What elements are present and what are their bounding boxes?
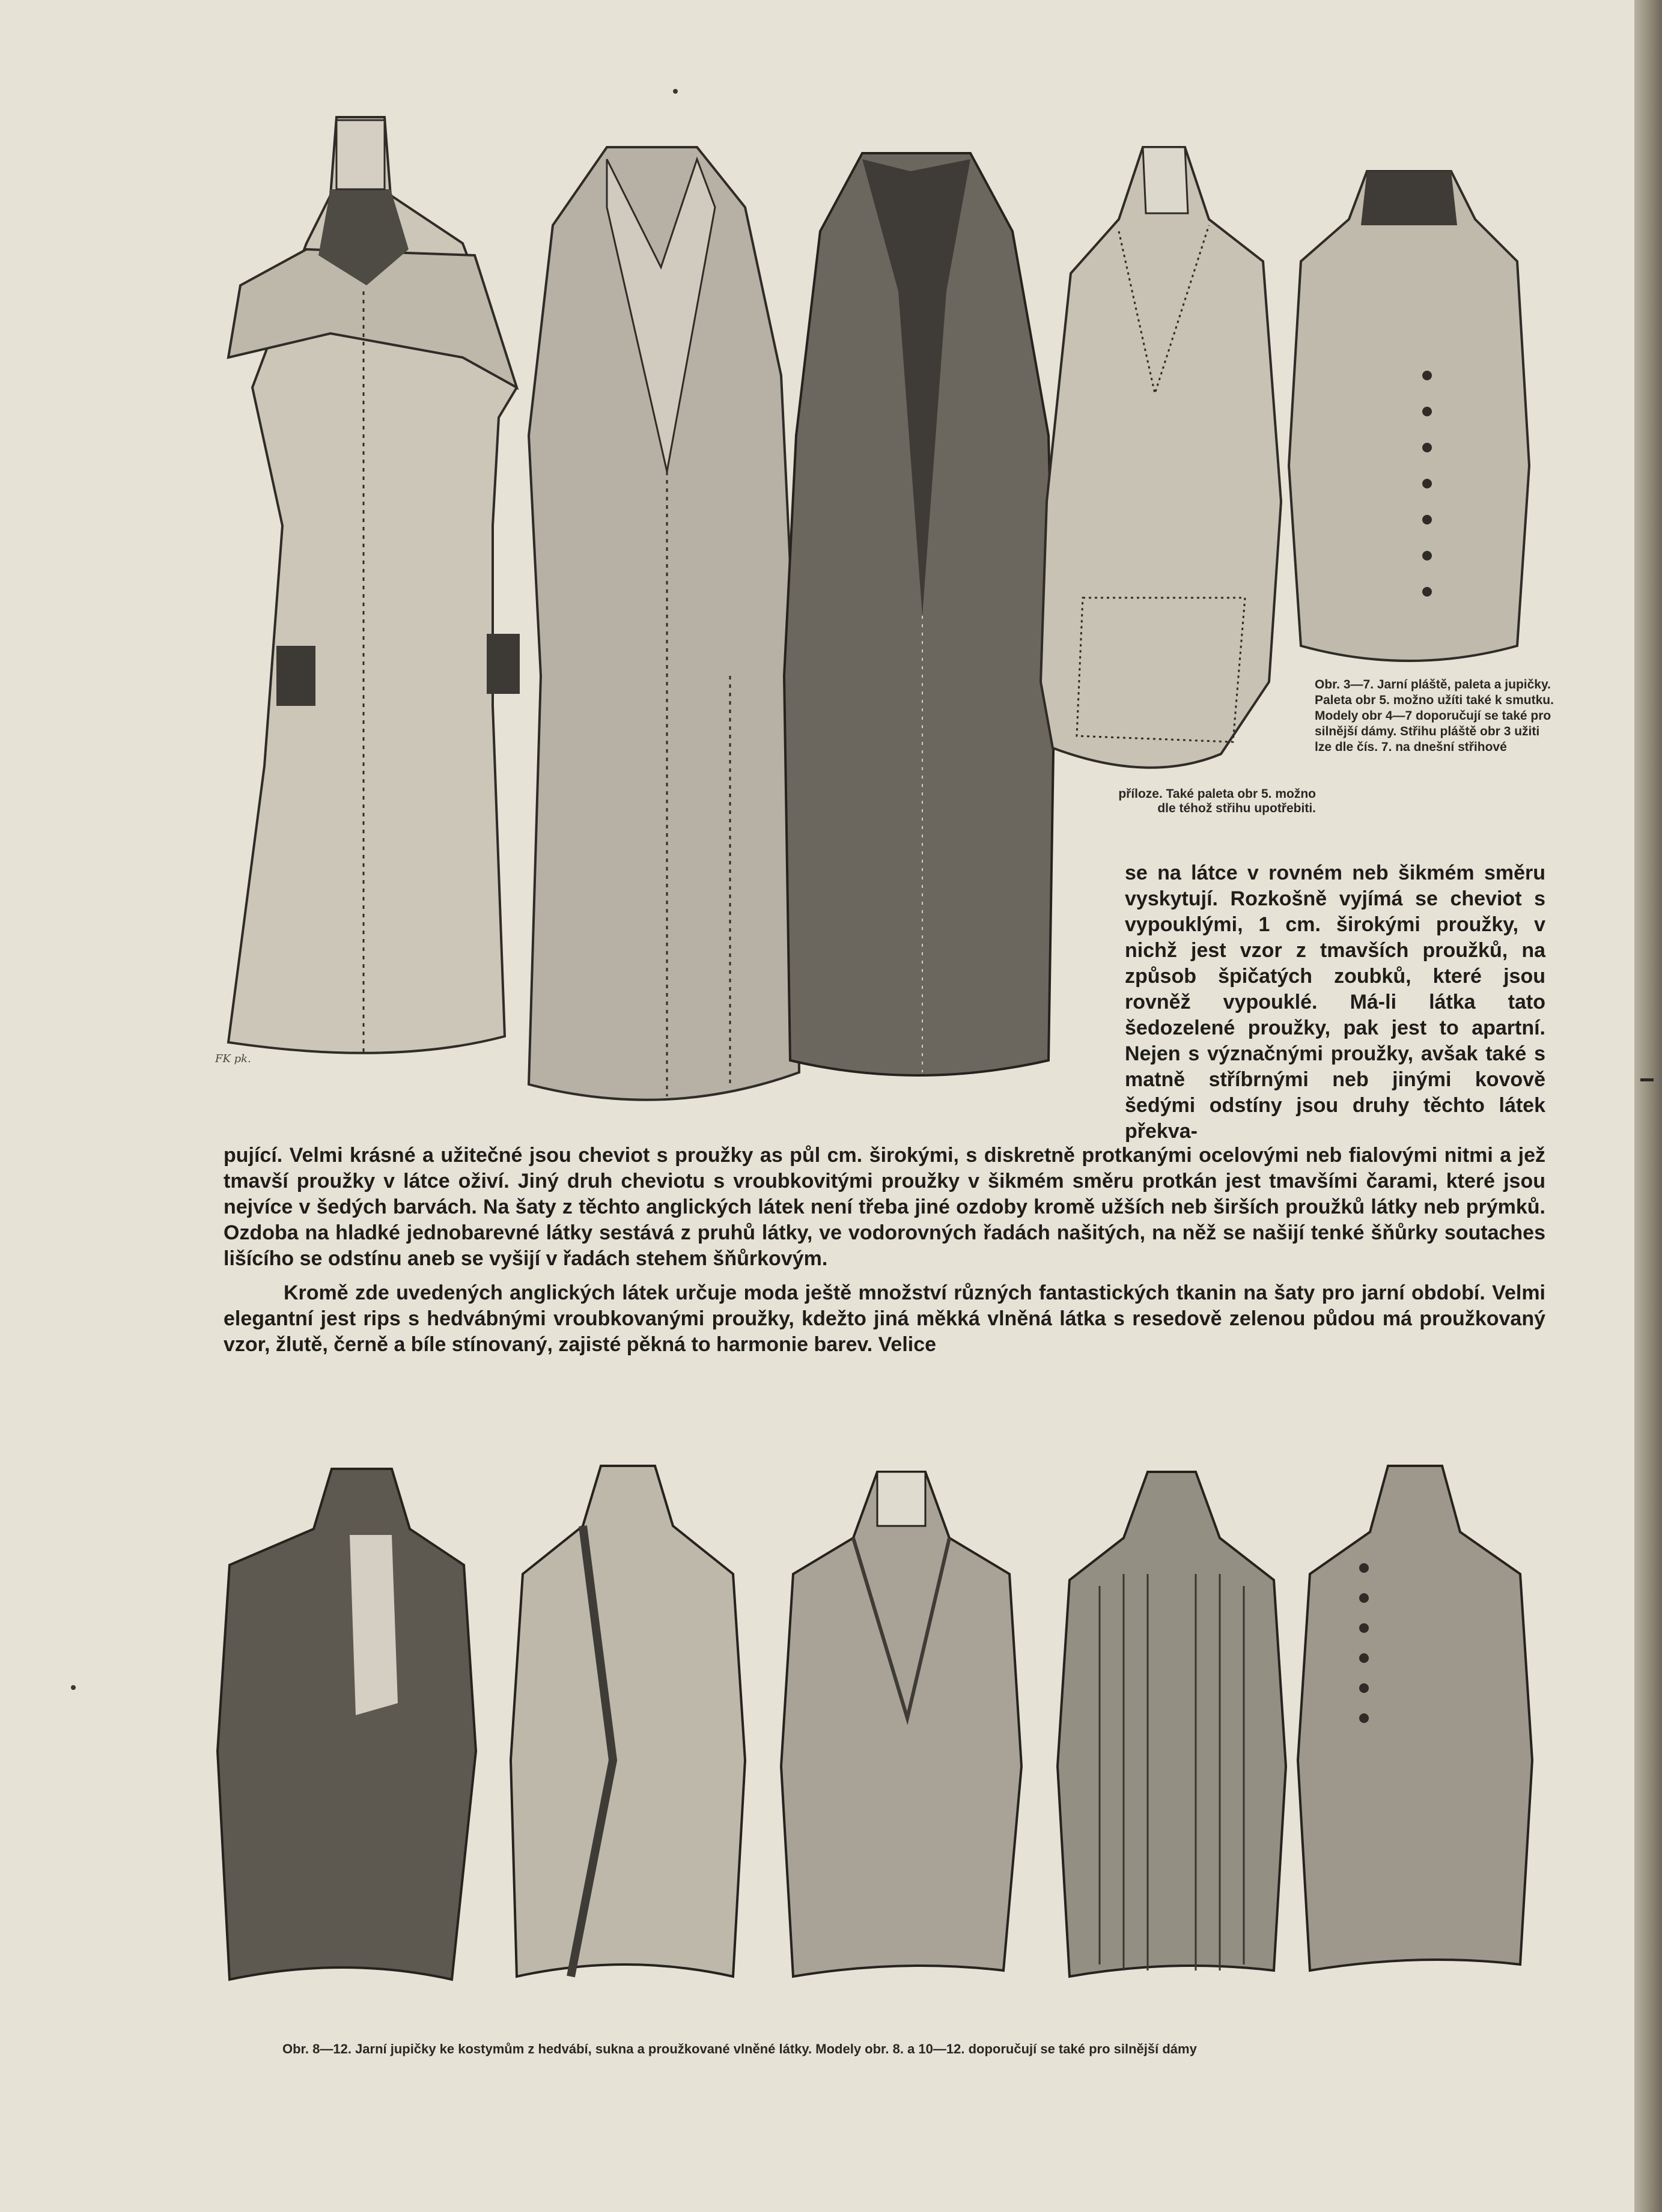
figure-jacket-8-illustration <box>212 1463 482 1992</box>
page-gutter-shadow <box>1634 0 1662 2212</box>
figure-coat-3-illustration <box>210 105 547 1078</box>
article-text-wide-column <box>224 1143 1545 1358</box>
figure-caption-coats: Obr. 3—7. Jarní pláště, paleta a jupičky. Paleta obr 5. možno užíti také k smutku. Modely obr 4—7 doporučují se také pro silnější dámy. Střihu pláště obr 3 užiti lze dle čís. 7. na dnešní střihové <box>1315 678 1554 754</box>
figure-jacket-7-illustration <box>1277 165 1535 670</box>
figure-caption-jackets: Obr. 8—12. Jarní jupičky ke kostymům z hedvábí, sukna a proužkované vlněné látky. Modely obr. 8. a 10—12. doporučují se také pro silnější dámy <box>282 2041 1197 2056</box>
paragraph: se na látce v rovném neb šikmém směru vyskytují. Rozkošně vyjímá se cheviot s vypouklými, 1 cm. širokými proužky, v nichž jest vzor z tmavších proužků, na způsob špičatých zoubků, které jsou rovněž vypouklé. Má-li látka tato šedozelené proužky, pak jest to apartní. Nejen s význačnými proužky, avšak také s matně stříbrnými neb jinými kovově šedými odstíny jsou druhy těchto látek překva- <box>1125 861 1545 1143</box>
print-speck <box>673 89 678 94</box>
figure-jacket-12-illustration <box>1292 1460 1538 1983</box>
figure-jacket-11-illustration <box>1052 1466 1292 1989</box>
artist-signature: FK pk. <box>215 1053 251 1065</box>
figure-jacket-9-illustration <box>499 1460 757 1989</box>
paragraph: pující. Velmi krásné a užitečné jsou cheviot s proužky as půl cm. širokými, s diskretně protkanými ocelovými neb fialovými nitmi a jež tmavší proužky v látce oživí. Jiný druh cheviotu s vroubkovitými proužky v šikmém směru protkán jest tmavšími čarami, které jsou nejvíce v šedých barvách. Na šaty z těchto anglických látek není třeba jiné ozdoby kromě užších neb širších proužků látky neb prýmků. Ozdoba na hladké jednobarevné látky sestává z pruhů látky, ve vodorovných řadách našitých, na něž se našijí tenké šňůrky soutaches lišícího se odstínu aneb se vyšijí v řadách stehem šňůrkovým. <box>224 1144 1545 1270</box>
figure-jacket-10-illustration <box>775 1466 1027 1989</box>
figure-coat-4-illustration <box>517 135 805 1132</box>
figure-jacket-6-illustration <box>1029 141 1293 790</box>
print-speck <box>71 1685 76 1690</box>
paragraph: Kromě zde uvedených anglických látek určuje moda ještě množství různých fantastických tkanin na šaty pro jarní období. Velmi elegantní jest rips s hedvábnými vroubkovanými proužky, kdežto jiná měkká vlněná látka s resedově zelenou půdou má proužkovaný vzor, žlutě, černě a bíle stínovaný, zajisté pěkná to harmonie barev. Velice <box>224 1281 1545 1356</box>
article-text-narrow-column <box>1125 860 1545 1144</box>
figure-coat-5-illustration <box>772 135 1061 1096</box>
figure-caption-coats-continued: příloze. Také paleta obr 5. možno dle téhož střihu upotřebiti. <box>1118 787 1316 815</box>
gutter-mark <box>1640 1078 1654 1081</box>
